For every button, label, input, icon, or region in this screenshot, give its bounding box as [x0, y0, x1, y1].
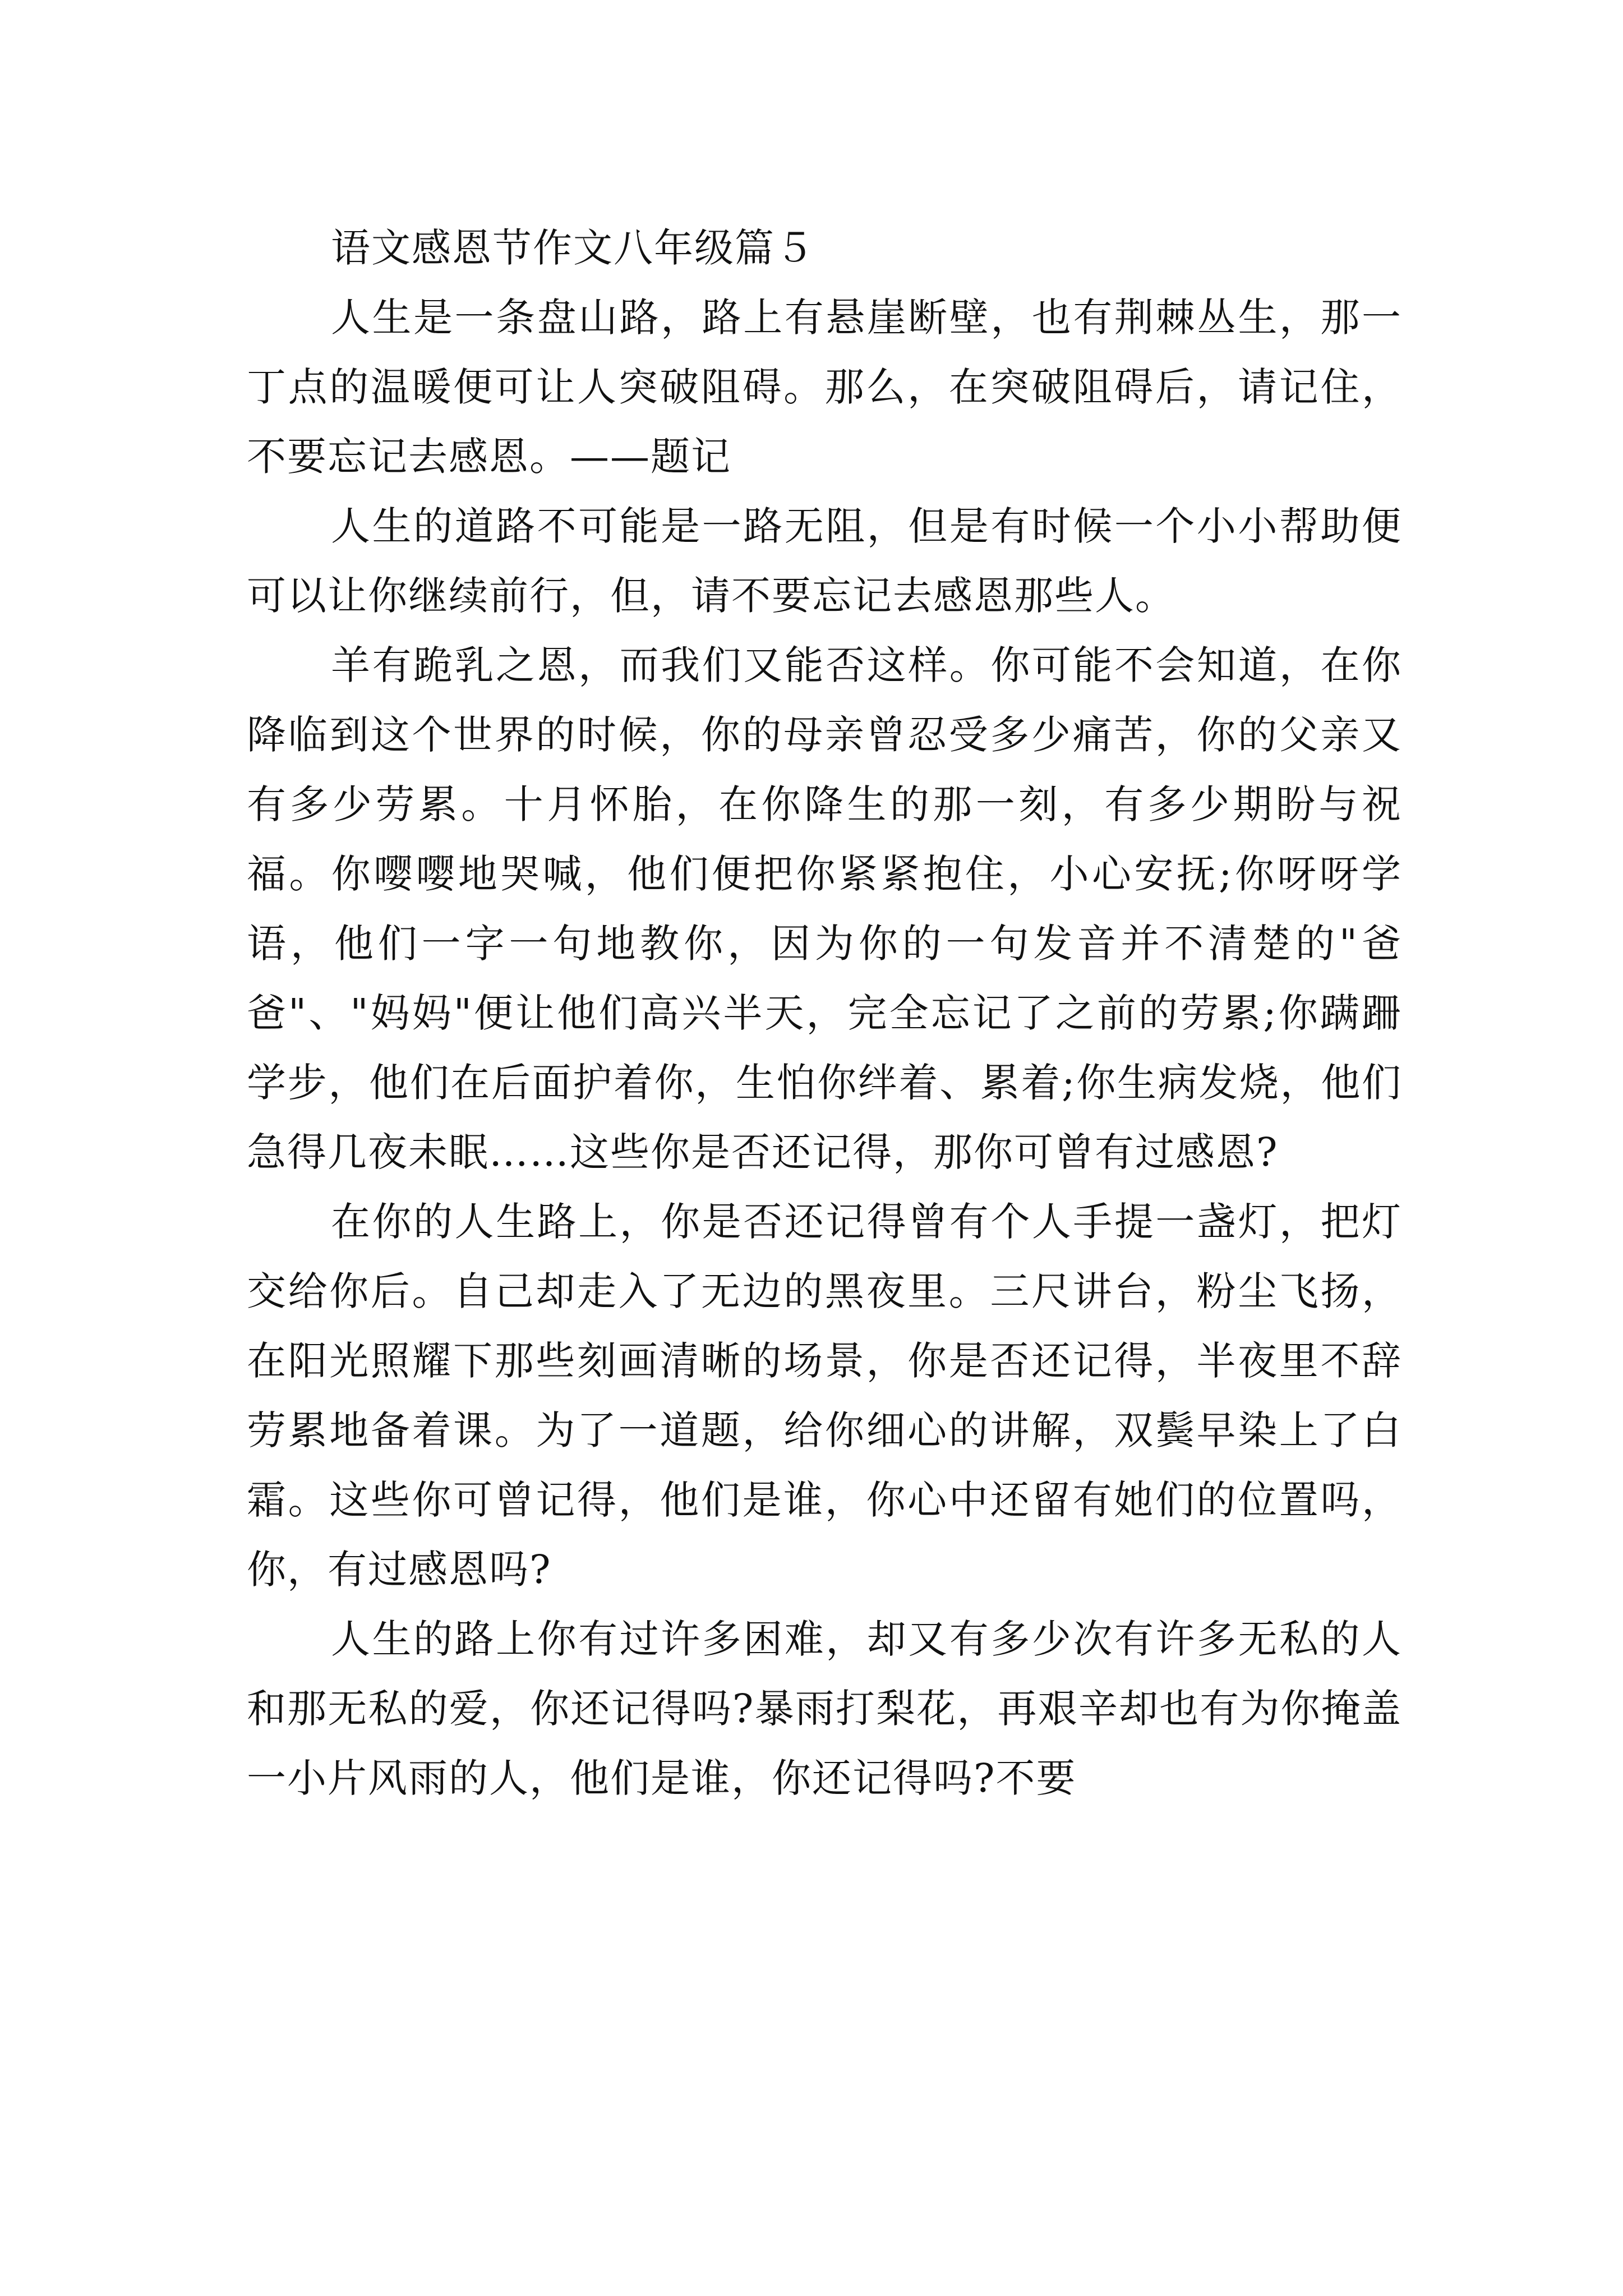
paragraph-1: 人生是一条盘山路，路上有悬崖断壁，也有荆棘丛生，那一丁点的温暖便可让人突破阻碍。那么，在突破阻碍后，请记住，不要忘记去感恩。——题记 — [247, 295, 1402, 480]
paragraph-2: 人生的道路不可能是一路无阻，但是有时候一个小小帮助便可以让你继续前行，但，请不要忘记去感恩那些人。 — [247, 503, 1402, 619]
paragraph-3: 羊有跪乳之恩，而我们又能否这样。你可能不会知道，在你降临到这个世界的时候，你的母亲曾忍受多少痛苦，你的父亲又有多少劳累。十月怀胎，在你降生的那一刻，有多少期盼与祝福。你嘤嘤地哭喊，他们便把你紧紧抱住，小心安抚;你呀呀学语，他们一字一句地教你，因为你的一句发音并不清楚的"爸爸"、"妈妈"便让他们高兴半天，完全忘记了之前的劳累;你蹒跚学步，他们在后面护着你，生怕你绊着、累着;你生病发烧，他们急得几夜未眠……这些你是否还记得，那你可曾有过感恩? — [247, 642, 1402, 1175]
document-title: 语文感恩节作文八年级篇５ — [331, 225, 815, 271]
document-body — [247, 213, 1402, 1813]
paragraph-5: 人生的路上你有过许多困难，却又有多少次有许多无私的人和那无私的爱，你还记得吗?暴雨打梨花，再艰辛却也有为你掩盖一小片风雨的人，他们是谁，你还记得吗?不要 — [247, 1616, 1402, 1801]
paragraph-4: 在你的人生路上，你是否还记得曾有个人手提一盏灯，把灯交给你后。自己却走入了无边的黑夜里。三尺讲台，粉尘飞扬，在阳光照耀下那些刻画清晰的场景，你是否还记得，半夜里不辞劳累地备着课。为了一道题，给你细心的讲解，双鬓早染上了白霜。这些你可曾记得，他们是谁，你心中还留有她们的位置吗，你，有过感恩吗? — [247, 1199, 1402, 1593]
